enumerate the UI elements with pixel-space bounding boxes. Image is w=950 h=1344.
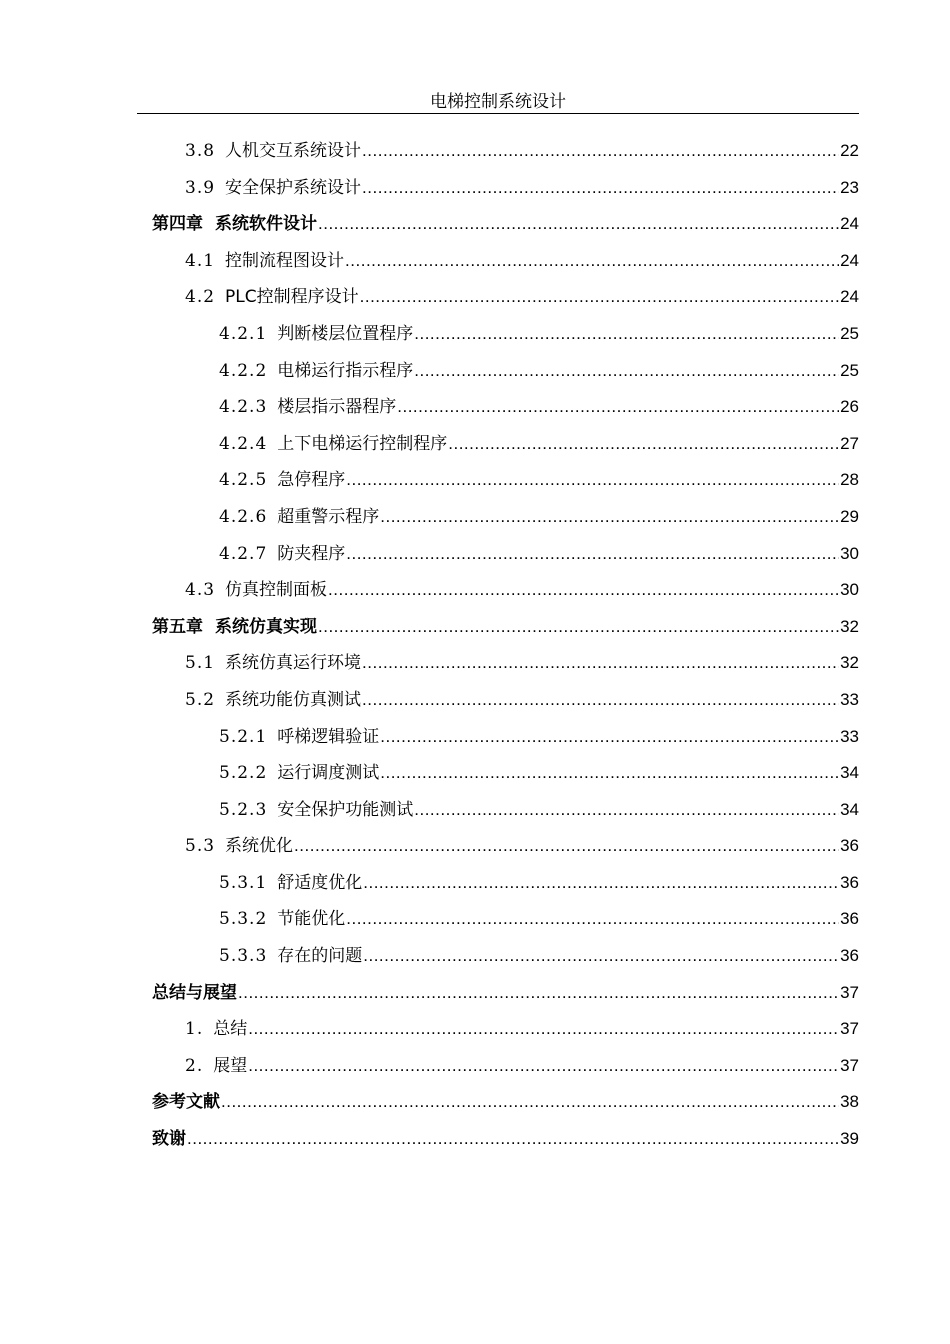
toc-entry[interactable] xyxy=(152,645,859,682)
toc-entry-number: 5.2 xyxy=(185,689,216,710)
toc-entry[interactable] xyxy=(152,792,859,829)
toc-dot-leader xyxy=(221,1084,839,1121)
header-rule xyxy=(137,113,859,114)
toc-entry-page-number: 29 xyxy=(840,506,859,526)
toc-entry-number: 4.2.4 xyxy=(219,433,268,454)
toc-entry-title: 控制流程图设计 xyxy=(225,250,345,271)
toc-entry-title: 仿真控制面板 xyxy=(225,580,328,601)
toc-entry-number: 5.3.3 xyxy=(219,946,268,967)
toc-entry-title: 安全保护系统设计 xyxy=(225,177,362,198)
toc-entry-page-number: 36 xyxy=(840,909,859,929)
toc-entry[interactable] xyxy=(152,170,859,207)
toc-entry-page-number: 24 xyxy=(840,214,859,234)
toc-entry[interactable] xyxy=(152,975,859,1012)
toc-entry-title: 急停程序 xyxy=(277,470,346,491)
toc-entry-page-number: 34 xyxy=(840,763,859,783)
toc-dot-leader xyxy=(362,170,839,207)
toc-entry-title: 总结 xyxy=(213,1019,248,1040)
toc-entry-page-number: 25 xyxy=(840,360,859,380)
toc-entry-number: 第五章 xyxy=(152,616,203,637)
toc-entry-number: 2. xyxy=(185,1055,204,1076)
toc-entry-title: 系统软件设计 xyxy=(215,214,317,235)
toc-dot-leader xyxy=(346,462,839,499)
toc-dot-leader xyxy=(248,1048,839,1085)
toc-entry-page-number: 36 xyxy=(840,946,859,966)
toc-dot-leader xyxy=(362,645,839,682)
toc-entry-page-number: 37 xyxy=(840,1055,859,1075)
toc-entry[interactable] xyxy=(152,353,859,390)
toc-entry[interactable] xyxy=(152,426,859,463)
toc-entry[interactable] xyxy=(152,316,859,353)
toc-entry-title: 上下电梯运行控制程序 xyxy=(277,433,448,454)
toc-dot-leader xyxy=(380,499,839,536)
toc-entry-number: 4.2.2 xyxy=(219,360,268,381)
toc-dot-leader xyxy=(346,901,839,938)
toc-entry-title: 参考文献 xyxy=(152,1092,220,1113)
toc-entry[interactable] xyxy=(152,1121,859,1158)
toc-dot-leader xyxy=(362,133,839,170)
toc-entry-title: 系统优化 xyxy=(225,836,294,857)
table-of-contents xyxy=(152,133,859,1158)
toc-entry-page-number: 26 xyxy=(840,397,859,417)
toc-entry-number: 3.8 xyxy=(185,141,216,161)
toc-entry[interactable] xyxy=(152,719,859,756)
toc-entry-number: 5.2.1 xyxy=(219,726,268,747)
toc-entry-title: 楼层指示器程序 xyxy=(277,397,397,418)
toc-entry[interactable] xyxy=(152,389,859,426)
toc-dot-leader xyxy=(345,243,839,280)
toc-entry-title: 运行调度测试 xyxy=(277,763,380,784)
toc-entry-number: 4.3 xyxy=(185,580,216,601)
toc-entry-number: 4.2.3 xyxy=(219,397,268,418)
toc-entry-number: 1. xyxy=(185,1019,204,1040)
toc-dot-leader xyxy=(187,1121,839,1158)
toc-entry-title: 总结与展望 xyxy=(152,982,237,1003)
toc-dot-leader xyxy=(362,682,839,719)
toc-entry-page-number: 32 xyxy=(840,616,859,636)
toc-entry-page-number: 24 xyxy=(840,250,859,270)
toc-entry[interactable] xyxy=(152,865,859,902)
toc-entry-page-number: 30 xyxy=(840,543,859,563)
running-header-title: 电梯控制系统设计 xyxy=(430,92,566,112)
toc-dot-leader xyxy=(397,389,839,426)
toc-dot-leader xyxy=(380,719,839,756)
toc-dot-leader xyxy=(328,572,839,609)
toc-entry-title: 判断楼层位置程序 xyxy=(277,323,414,344)
toc-entry-title: PLC控制程序设计 xyxy=(225,287,359,308)
toc-dot-leader xyxy=(448,426,839,463)
toc-entry-number: 4.2.1 xyxy=(219,323,268,344)
toc-entry-title: 致谢 xyxy=(152,1129,186,1150)
toc-dot-leader xyxy=(414,792,839,829)
toc-entry-page-number: 36 xyxy=(840,872,859,892)
toc-entry-page-number: 32 xyxy=(840,653,859,673)
toc-dot-leader xyxy=(363,865,839,902)
toc-entry-title: 系统功能仿真测试 xyxy=(225,689,362,710)
toc-entry[interactable] xyxy=(152,133,859,170)
toc-dot-leader xyxy=(318,609,839,646)
toc-entry-page-number: 36 xyxy=(840,836,859,856)
toc-entry[interactable] xyxy=(152,938,859,975)
toc-dot-leader xyxy=(248,1011,839,1048)
toc-dot-leader xyxy=(363,938,839,975)
toc-entry[interactable] xyxy=(152,499,859,536)
toc-entry-page-number: 33 xyxy=(840,689,859,709)
toc-entry-number: 4.2 xyxy=(185,287,216,308)
toc-entry-number: 5.3 xyxy=(185,836,216,857)
toc-entry-title: 存在的问题 xyxy=(277,946,363,967)
toc-entry-page-number: 37 xyxy=(840,982,859,1002)
toc-entry[interactable] xyxy=(152,572,859,609)
toc-entry-number: 5.2.3 xyxy=(219,799,268,820)
toc-entry-title: 系统仿真实现 xyxy=(215,616,317,637)
toc-entry-number: 4.2.6 xyxy=(219,506,268,527)
toc-entry-title: 展望 xyxy=(213,1055,248,1076)
toc-dot-leader xyxy=(414,316,839,353)
toc-entry-title: 系统仿真运行环境 xyxy=(225,653,362,674)
toc-entry-title: 超重警示程序 xyxy=(277,506,380,527)
toc-entry-page-number: 30 xyxy=(840,580,859,600)
toc-entry-title: 防夹程序 xyxy=(277,543,346,564)
toc-entry[interactable] xyxy=(152,1084,859,1121)
toc-entry[interactable] xyxy=(152,755,859,792)
toc-entry-page-number: 23 xyxy=(840,177,859,197)
toc-entry-page-number: 25 xyxy=(840,323,859,343)
toc-entry-number: 4.2.7 xyxy=(219,543,268,564)
toc-entry-page-number: 22 xyxy=(840,141,859,160)
toc-entry[interactable] xyxy=(152,1011,859,1048)
toc-entry[interactable] xyxy=(152,828,859,865)
toc-entry-number: 4.1 xyxy=(185,250,216,271)
toc-dot-leader xyxy=(294,828,839,865)
toc-entry-page-number: 28 xyxy=(840,470,859,490)
toc-entry-number: 4.2.5 xyxy=(219,470,268,491)
toc-dot-leader xyxy=(346,536,839,573)
toc-entry-page-number: 37 xyxy=(840,1019,859,1039)
toc-entry-title: 呼梯逻辑验证 xyxy=(277,726,380,747)
toc-entry-number: 5.3.2 xyxy=(219,909,268,930)
toc-entry[interactable] xyxy=(152,609,859,646)
toc-entry[interactable] xyxy=(152,243,859,280)
toc-entry-number: 3.9 xyxy=(185,177,216,198)
toc-entry[interactable] xyxy=(152,682,859,719)
toc-entry[interactable] xyxy=(152,279,859,316)
toc-entry-title: 人机交互系统设计 xyxy=(225,141,362,161)
toc-entry-title: 安全保护功能测试 xyxy=(277,799,414,820)
toc-dot-leader xyxy=(414,353,839,390)
toc-dot-leader xyxy=(318,206,839,243)
toc-entry[interactable] xyxy=(152,536,859,573)
toc-entry[interactable] xyxy=(152,1048,859,1085)
toc-entry-page-number: 24 xyxy=(840,287,859,307)
toc-entry[interactable] xyxy=(152,206,859,243)
toc-entry-number: 第四章 xyxy=(152,214,203,235)
toc-entry-page-number: 33 xyxy=(840,726,859,746)
toc-entry-page-number: 34 xyxy=(840,799,859,819)
toc-dot-leader xyxy=(380,755,839,792)
toc-entry-number: 5.1 xyxy=(185,653,216,674)
toc-entry-page-number: 38 xyxy=(840,1092,859,1112)
toc-entry-number: 5.3.1 xyxy=(219,872,268,893)
toc-entry-title: 电梯运行指示程序 xyxy=(277,360,414,381)
toc-dot-leader xyxy=(360,279,839,316)
toc-entry[interactable] xyxy=(152,462,859,499)
toc-entry-title: 舒适度优化 xyxy=(277,872,363,893)
toc-entry-page-number: 27 xyxy=(840,433,859,453)
toc-entry-page-number: 39 xyxy=(840,1129,859,1149)
toc-dot-leader xyxy=(238,975,839,1012)
toc-entry-title: 节能优化 xyxy=(277,909,346,930)
toc-entry[interactable] xyxy=(152,901,859,938)
toc-entry-number: 5.2.2 xyxy=(219,763,268,784)
